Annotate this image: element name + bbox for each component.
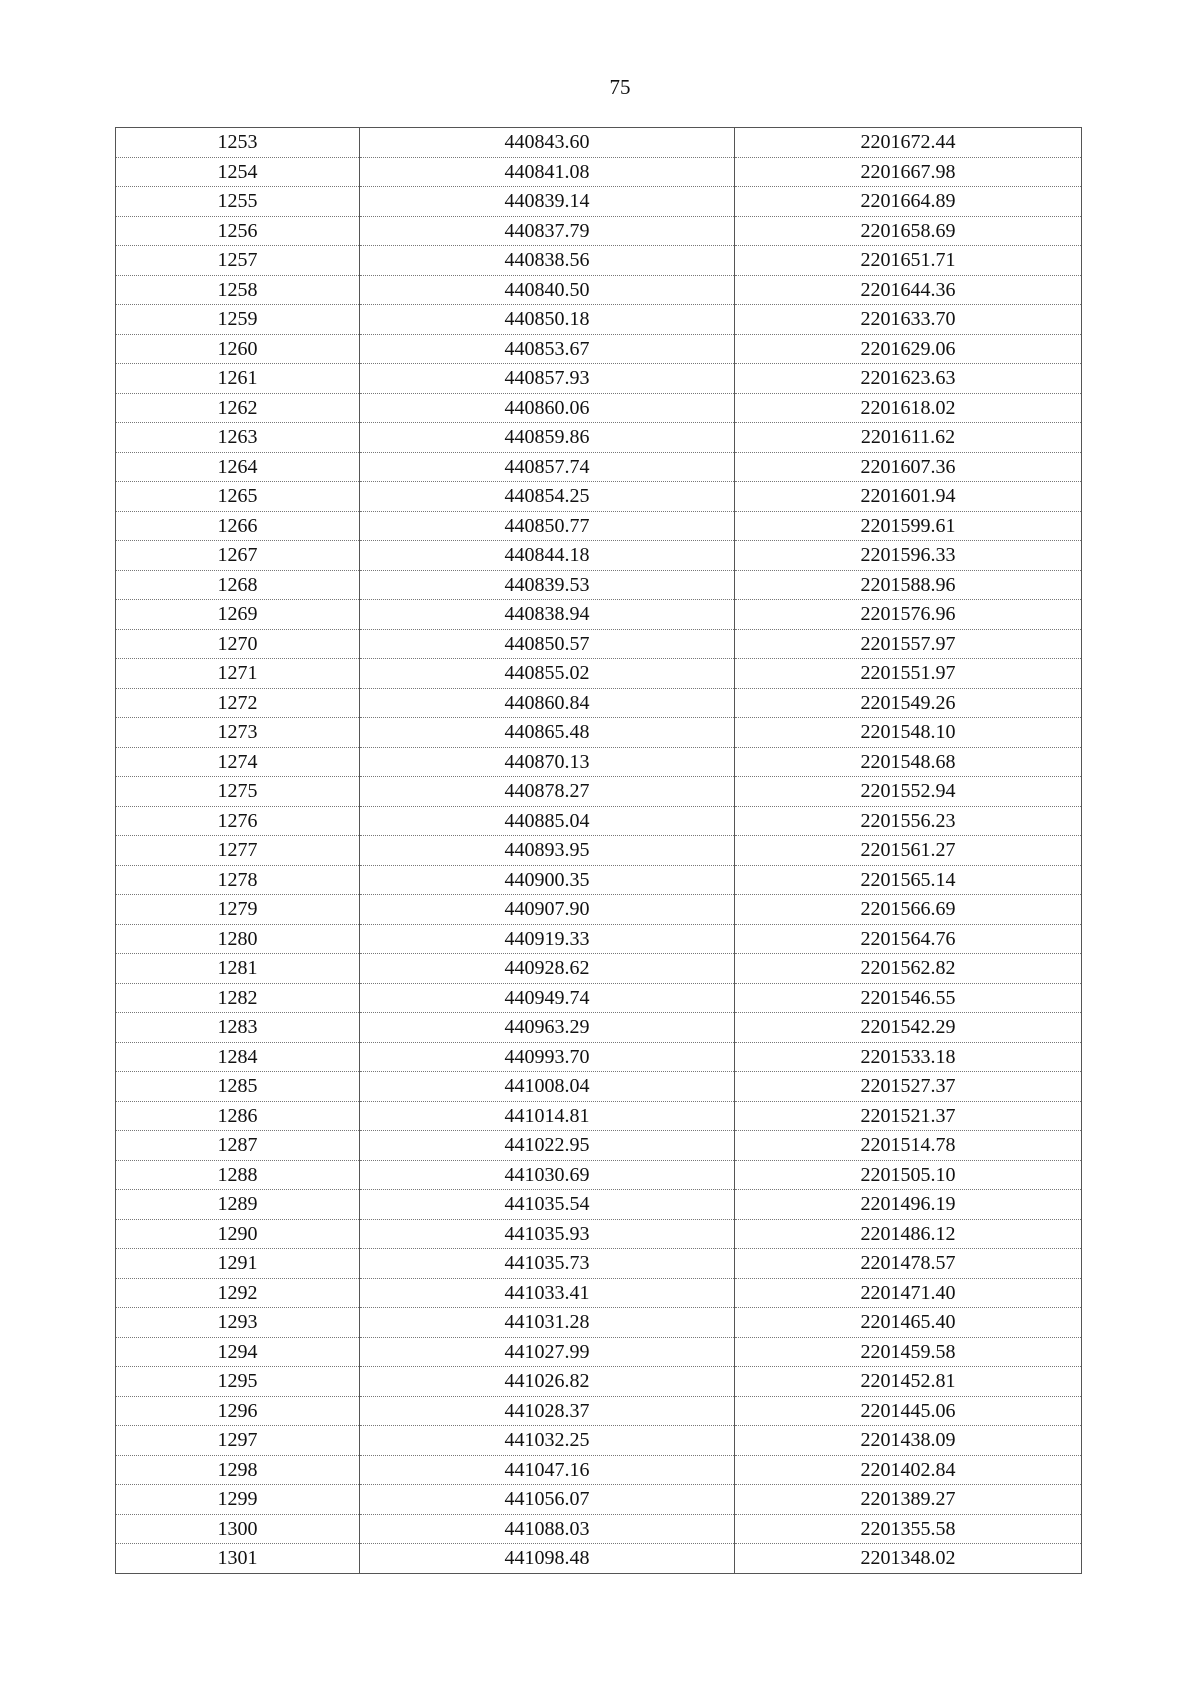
x-coordinate-cell: 441008.04 xyxy=(360,1072,735,1102)
y-coordinate-cell: 2201548.68 xyxy=(735,747,1082,777)
x-coordinate-cell: 440854.25 xyxy=(360,482,735,512)
point-number-cell: 1269 xyxy=(116,600,360,630)
y-coordinate-cell: 2201465.40 xyxy=(735,1308,1082,1338)
table-row xyxy=(116,688,1082,718)
point-number-cell: 1278 xyxy=(116,865,360,895)
point-number-cell: 1284 xyxy=(116,1042,360,1072)
point-number-cell: 1281 xyxy=(116,954,360,984)
table-row xyxy=(116,1190,1082,1220)
point-number-cell: 1268 xyxy=(116,570,360,600)
y-coordinate-cell: 2201629.06 xyxy=(735,334,1082,364)
y-coordinate-cell: 2201557.97 xyxy=(735,629,1082,659)
point-number-cell: 1296 xyxy=(116,1396,360,1426)
x-coordinate-cell: 440919.33 xyxy=(360,924,735,954)
y-coordinate-cell: 2201546.55 xyxy=(735,983,1082,1013)
point-number-cell: 1275 xyxy=(116,777,360,807)
page-number: 75 xyxy=(609,75,631,99)
y-coordinate-cell: 2201542.29 xyxy=(735,1013,1082,1043)
point-number-cell: 1301 xyxy=(116,1544,360,1574)
table-row xyxy=(116,1219,1082,1249)
point-number-cell: 1297 xyxy=(116,1426,360,1456)
y-coordinate-cell: 2201565.14 xyxy=(735,865,1082,895)
y-coordinate-cell: 2201549.26 xyxy=(735,688,1082,718)
point-number-cell: 1267 xyxy=(116,541,360,571)
point-number-cell: 1259 xyxy=(116,305,360,335)
table-row xyxy=(116,1308,1082,1338)
x-coordinate-cell: 440865.48 xyxy=(360,718,735,748)
x-coordinate-cell: 441047.16 xyxy=(360,1455,735,1485)
y-coordinate-cell: 2201672.44 xyxy=(735,128,1082,158)
coordinates-table xyxy=(115,127,1082,1574)
x-coordinate-cell: 440963.29 xyxy=(360,1013,735,1043)
point-number-cell: 1261 xyxy=(116,364,360,394)
x-coordinate-cell: 441035.73 xyxy=(360,1249,735,1279)
x-coordinate-cell: 441028.37 xyxy=(360,1396,735,1426)
y-coordinate-cell: 2201402.84 xyxy=(735,1455,1082,1485)
table-row xyxy=(116,1131,1082,1161)
table-row xyxy=(116,1013,1082,1043)
table-row xyxy=(116,1544,1082,1574)
x-coordinate-cell: 440853.67 xyxy=(360,334,735,364)
y-coordinate-cell: 2201521.37 xyxy=(735,1101,1082,1131)
y-coordinate-cell: 2201664.89 xyxy=(735,187,1082,217)
y-coordinate-cell: 2201564.76 xyxy=(735,924,1082,954)
y-coordinate-cell: 2201548.10 xyxy=(735,718,1082,748)
x-coordinate-cell: 441022.95 xyxy=(360,1131,735,1161)
point-number-cell: 1256 xyxy=(116,216,360,246)
point-number-cell: 1300 xyxy=(116,1514,360,1544)
table-row xyxy=(116,511,1082,541)
point-number-cell: 1272 xyxy=(116,688,360,718)
table-row xyxy=(116,1101,1082,1131)
x-coordinate-cell: 440855.02 xyxy=(360,659,735,689)
y-coordinate-cell: 2201527.37 xyxy=(735,1072,1082,1102)
table-row xyxy=(116,246,1082,276)
x-coordinate-cell: 441032.25 xyxy=(360,1426,735,1456)
x-coordinate-cell: 440900.35 xyxy=(360,865,735,895)
table-row xyxy=(116,128,1082,158)
point-number-cell: 1255 xyxy=(116,187,360,217)
table-row xyxy=(116,1485,1082,1515)
point-number-cell: 1276 xyxy=(116,806,360,836)
y-coordinate-cell: 2201505.10 xyxy=(735,1160,1082,1190)
table-row xyxy=(116,1514,1082,1544)
point-number-cell: 1298 xyxy=(116,1455,360,1485)
table-row xyxy=(116,216,1082,246)
x-coordinate-cell: 441026.82 xyxy=(360,1367,735,1397)
point-number-cell: 1265 xyxy=(116,482,360,512)
x-coordinate-cell: 441056.07 xyxy=(360,1485,735,1515)
x-coordinate-cell: 440839.14 xyxy=(360,187,735,217)
point-number-cell: 1277 xyxy=(116,836,360,866)
x-coordinate-cell: 440859.86 xyxy=(360,423,735,453)
x-coordinate-cell: 440907.90 xyxy=(360,895,735,925)
y-coordinate-cell: 2201599.61 xyxy=(735,511,1082,541)
x-coordinate-cell: 441031.28 xyxy=(360,1308,735,1338)
table-row xyxy=(116,482,1082,512)
table-row xyxy=(116,423,1082,453)
x-coordinate-cell: 440893.95 xyxy=(360,836,735,866)
point-number-cell: 1260 xyxy=(116,334,360,364)
table-row xyxy=(116,187,1082,217)
point-number-cell: 1285 xyxy=(116,1072,360,1102)
x-coordinate-cell: 440838.56 xyxy=(360,246,735,276)
point-number-cell: 1270 xyxy=(116,629,360,659)
y-coordinate-cell: 2201588.96 xyxy=(735,570,1082,600)
x-coordinate-cell: 440857.74 xyxy=(360,452,735,482)
x-coordinate-cell: 440850.18 xyxy=(360,305,735,335)
point-number-cell: 1299 xyxy=(116,1485,360,1515)
table-row xyxy=(116,157,1082,187)
table-row xyxy=(116,570,1082,600)
table-row xyxy=(116,1396,1082,1426)
x-coordinate-cell: 440860.84 xyxy=(360,688,735,718)
table-row xyxy=(116,1249,1082,1279)
y-coordinate-cell: 2201623.63 xyxy=(735,364,1082,394)
table-row xyxy=(116,364,1082,394)
point-number-cell: 1263 xyxy=(116,423,360,453)
x-coordinate-cell: 441088.03 xyxy=(360,1514,735,1544)
x-coordinate-cell: 440870.13 xyxy=(360,747,735,777)
table-row xyxy=(116,836,1082,866)
y-coordinate-cell: 2201496.19 xyxy=(735,1190,1082,1220)
point-number-cell: 1254 xyxy=(116,157,360,187)
x-coordinate-cell: 440838.94 xyxy=(360,600,735,630)
y-coordinate-cell: 2201576.96 xyxy=(735,600,1082,630)
x-coordinate-cell: 441027.99 xyxy=(360,1337,735,1367)
y-coordinate-cell: 2201348.02 xyxy=(735,1544,1082,1574)
y-coordinate-cell: 2201667.98 xyxy=(735,157,1082,187)
x-coordinate-cell: 441035.54 xyxy=(360,1190,735,1220)
table-row xyxy=(116,983,1082,1013)
y-coordinate-cell: 2201611.62 xyxy=(735,423,1082,453)
table-row xyxy=(116,600,1082,630)
table-row xyxy=(116,1160,1082,1190)
y-coordinate-cell: 2201551.97 xyxy=(735,659,1082,689)
y-coordinate-cell: 2201471.40 xyxy=(735,1278,1082,1308)
y-coordinate-cell: 2201644.36 xyxy=(735,275,1082,305)
y-coordinate-cell: 2201445.06 xyxy=(735,1396,1082,1426)
y-coordinate-cell: 2201552.94 xyxy=(735,777,1082,807)
x-coordinate-cell: 440885.04 xyxy=(360,806,735,836)
table-row xyxy=(116,1278,1082,1308)
table-row xyxy=(116,1455,1082,1485)
table-row xyxy=(116,895,1082,925)
point-number-cell: 1264 xyxy=(116,452,360,482)
y-coordinate-cell: 2201658.69 xyxy=(735,216,1082,246)
point-number-cell: 1282 xyxy=(116,983,360,1013)
table-row xyxy=(116,452,1082,482)
y-coordinate-cell: 2201561.27 xyxy=(735,836,1082,866)
point-number-cell: 1286 xyxy=(116,1101,360,1131)
y-coordinate-cell: 2201438.09 xyxy=(735,1426,1082,1456)
table-row xyxy=(116,1367,1082,1397)
point-number-cell: 1258 xyxy=(116,275,360,305)
x-coordinate-cell: 440850.57 xyxy=(360,629,735,659)
point-number-cell: 1290 xyxy=(116,1219,360,1249)
x-coordinate-cell: 441030.69 xyxy=(360,1160,735,1190)
table-row xyxy=(116,954,1082,984)
y-coordinate-cell: 2201389.27 xyxy=(735,1485,1082,1515)
x-coordinate-cell: 441033.41 xyxy=(360,1278,735,1308)
x-coordinate-cell: 440949.74 xyxy=(360,983,735,1013)
point-number-cell: 1293 xyxy=(116,1308,360,1338)
point-number-cell: 1273 xyxy=(116,718,360,748)
x-coordinate-cell: 441035.93 xyxy=(360,1219,735,1249)
point-number-cell: 1266 xyxy=(116,511,360,541)
y-coordinate-cell: 2201596.33 xyxy=(735,541,1082,571)
table-row xyxy=(116,334,1082,364)
x-coordinate-cell: 440843.60 xyxy=(360,128,735,158)
point-number-cell: 1291 xyxy=(116,1249,360,1279)
x-coordinate-cell: 440993.70 xyxy=(360,1042,735,1072)
y-coordinate-cell: 2201562.82 xyxy=(735,954,1082,984)
table-row xyxy=(116,305,1082,335)
y-coordinate-cell: 2201533.18 xyxy=(735,1042,1082,1072)
y-coordinate-cell: 2201556.23 xyxy=(735,806,1082,836)
x-coordinate-cell: 440928.62 xyxy=(360,954,735,984)
table-row xyxy=(116,393,1082,423)
x-coordinate-cell: 440850.77 xyxy=(360,511,735,541)
table-row xyxy=(116,718,1082,748)
point-number-cell: 1271 xyxy=(116,659,360,689)
table-row xyxy=(116,747,1082,777)
point-number-cell: 1257 xyxy=(116,246,360,276)
point-number-cell: 1283 xyxy=(116,1013,360,1043)
point-number-cell: 1292 xyxy=(116,1278,360,1308)
y-coordinate-cell: 2201452.81 xyxy=(735,1367,1082,1397)
y-coordinate-cell: 2201486.12 xyxy=(735,1219,1082,1249)
table-row xyxy=(116,1042,1082,1072)
y-coordinate-cell: 2201618.02 xyxy=(735,393,1082,423)
point-number-cell: 1289 xyxy=(116,1190,360,1220)
table-row xyxy=(116,275,1082,305)
table-row xyxy=(116,806,1082,836)
table-row xyxy=(116,924,1082,954)
point-number-cell: 1262 xyxy=(116,393,360,423)
point-number-cell: 1288 xyxy=(116,1160,360,1190)
point-number-cell: 1294 xyxy=(116,1337,360,1367)
table-row xyxy=(116,1072,1082,1102)
y-coordinate-cell: 2201459.58 xyxy=(735,1337,1082,1367)
table-row xyxy=(116,1426,1082,1456)
y-coordinate-cell: 2201478.57 xyxy=(735,1249,1082,1279)
point-number-cell: 1274 xyxy=(116,747,360,777)
x-coordinate-cell: 441098.48 xyxy=(360,1544,735,1574)
point-number-cell: 1280 xyxy=(116,924,360,954)
table-row xyxy=(116,1337,1082,1367)
x-coordinate-cell: 440857.93 xyxy=(360,364,735,394)
x-coordinate-cell: 440860.06 xyxy=(360,393,735,423)
table-row xyxy=(116,629,1082,659)
point-number-cell: 1279 xyxy=(116,895,360,925)
y-coordinate-cell: 2201607.36 xyxy=(735,452,1082,482)
x-coordinate-cell: 440840.50 xyxy=(360,275,735,305)
coordinates-table-body xyxy=(116,128,1082,1574)
point-number-cell: 1253 xyxy=(116,128,360,158)
y-coordinate-cell: 2201514.78 xyxy=(735,1131,1082,1161)
table-row xyxy=(116,541,1082,571)
y-coordinate-cell: 2201355.58 xyxy=(735,1514,1082,1544)
x-coordinate-cell: 440841.08 xyxy=(360,157,735,187)
table-row xyxy=(116,865,1082,895)
point-number-cell: 1287 xyxy=(116,1131,360,1161)
x-coordinate-cell: 441014.81 xyxy=(360,1101,735,1131)
x-coordinate-cell: 440878.27 xyxy=(360,777,735,807)
table-row xyxy=(116,659,1082,689)
point-number-cell: 1295 xyxy=(116,1367,360,1397)
y-coordinate-cell: 2201651.71 xyxy=(735,246,1082,276)
x-coordinate-cell: 440839.53 xyxy=(360,570,735,600)
y-coordinate-cell: 2201633.70 xyxy=(735,305,1082,335)
x-coordinate-cell: 440837.79 xyxy=(360,216,735,246)
x-coordinate-cell: 440844.18 xyxy=(360,541,735,571)
y-coordinate-cell: 2201601.94 xyxy=(735,482,1082,512)
table-row xyxy=(116,777,1082,807)
y-coordinate-cell: 2201566.69 xyxy=(735,895,1082,925)
